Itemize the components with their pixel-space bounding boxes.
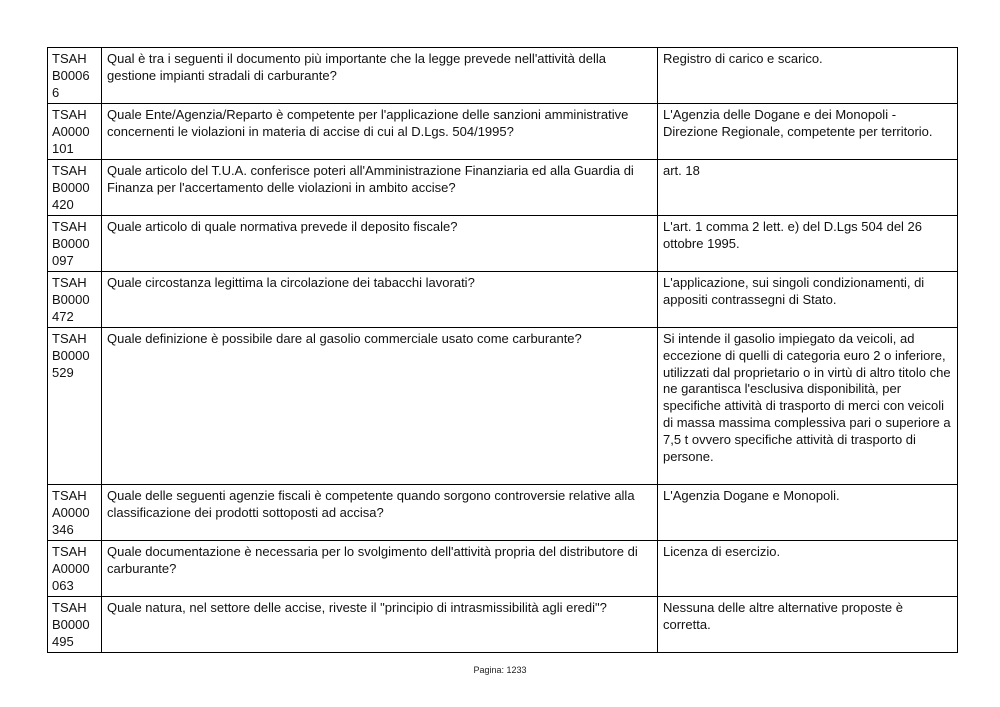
question-text: Quale documentazione è necessaria per lo svolgimento dell'attività propria del distributore di carburante? xyxy=(102,541,658,597)
answer-text: Registro di carico e scarico. xyxy=(658,48,958,104)
question-text: Quale definizione è possibile dare al gasolio commerciale usato come carburante? xyxy=(102,328,658,485)
question-text: Quale articolo di quale normativa prevede il deposito fiscale? xyxy=(102,216,658,272)
answer-text: Si intende il gasolio impiegato da veicoli, ad eccezione di quelli di categoria euro 2 o inferiore, utilizzati dal proprietario o in virtù di altro titolo che ne garantisca l'esclusiva disponibilità, per specifiche attività di trasporto di merci con veicoli di massa massima complessiva pari o superiore a 7,5 t ovvero specifiche attività di trasporto di persone. xyxy=(658,328,958,485)
qa-table-body xyxy=(48,48,958,653)
answer-text: art. 18 xyxy=(658,160,958,216)
answer-text: L'art. 1 comma 2 lett. e) del D.Lgs 504 del 26 ottobre 1995. xyxy=(658,216,958,272)
question-text: Quale circostanza legittima la circolazione dei tabacchi lavorati? xyxy=(102,272,658,328)
question-code: TSAH B0006 6 xyxy=(48,48,102,104)
answer-text: L'Agenzia Dogane e Monopoli. xyxy=(658,485,958,541)
question-text: Quale natura, nel settore delle accise, riveste il "principio di intrasmissibilità agli eredi"? xyxy=(102,597,658,653)
answer-text: L'applicazione, sui singoli condizionamenti, di appositi contrassegni di Stato. xyxy=(658,272,958,328)
question-code: TSAH B0000 472 xyxy=(48,272,102,328)
table-row xyxy=(48,541,958,597)
question-code: TSAH A0000 063 xyxy=(48,541,102,597)
answer-text: L'Agenzia delle Dogane e dei Monopoli - Direzione Regionale, competente per territorio. xyxy=(658,104,958,160)
question-code: TSAH B0000 420 xyxy=(48,160,102,216)
table-row xyxy=(48,597,958,653)
answer-text: Nessuna delle altre alternative proposte è corretta. xyxy=(658,597,958,653)
table-row xyxy=(48,160,958,216)
question-text: Qual è tra i seguenti il documento più importante che la legge prevede nell'attività della gestione impianti stradali di carburante? xyxy=(102,48,658,104)
question-code: TSAH B0000 529 xyxy=(48,328,102,485)
table-row xyxy=(48,485,958,541)
table-row xyxy=(48,216,958,272)
table-row xyxy=(48,48,958,104)
table-row xyxy=(48,328,958,485)
table-row xyxy=(48,104,958,160)
table-row xyxy=(48,272,958,328)
qa-table xyxy=(47,47,958,653)
question-text: Quale delle seguenti agenzie fiscali è competente quando sorgono controversie relative alla classificazione dei prodotti sottoposti ad accisa? xyxy=(102,485,658,541)
question-code: TSAH B0000 097 xyxy=(48,216,102,272)
question-code: TSAH A0000 346 xyxy=(48,485,102,541)
question-code: TSAH B0000 495 xyxy=(48,597,102,653)
question-code: TSAH A0000 101 xyxy=(48,104,102,160)
page-number: Pagina: 1233 xyxy=(473,665,527,675)
question-text: Quale articolo del T.U.A. conferisce poteri all'Amministrazione Finanziaria ed alla Guardia di Finanza per l'accertamento delle violazioni in ambito accise? xyxy=(102,160,658,216)
question-text: Quale Ente/Agenzia/Reparto è competente per l'applicazione delle sanzioni amministrative concernenti le violazioni in materia di accise di cui al D.Lgs. 504/1995? xyxy=(102,104,658,160)
answer-text: Licenza di esercizio. xyxy=(658,541,958,597)
